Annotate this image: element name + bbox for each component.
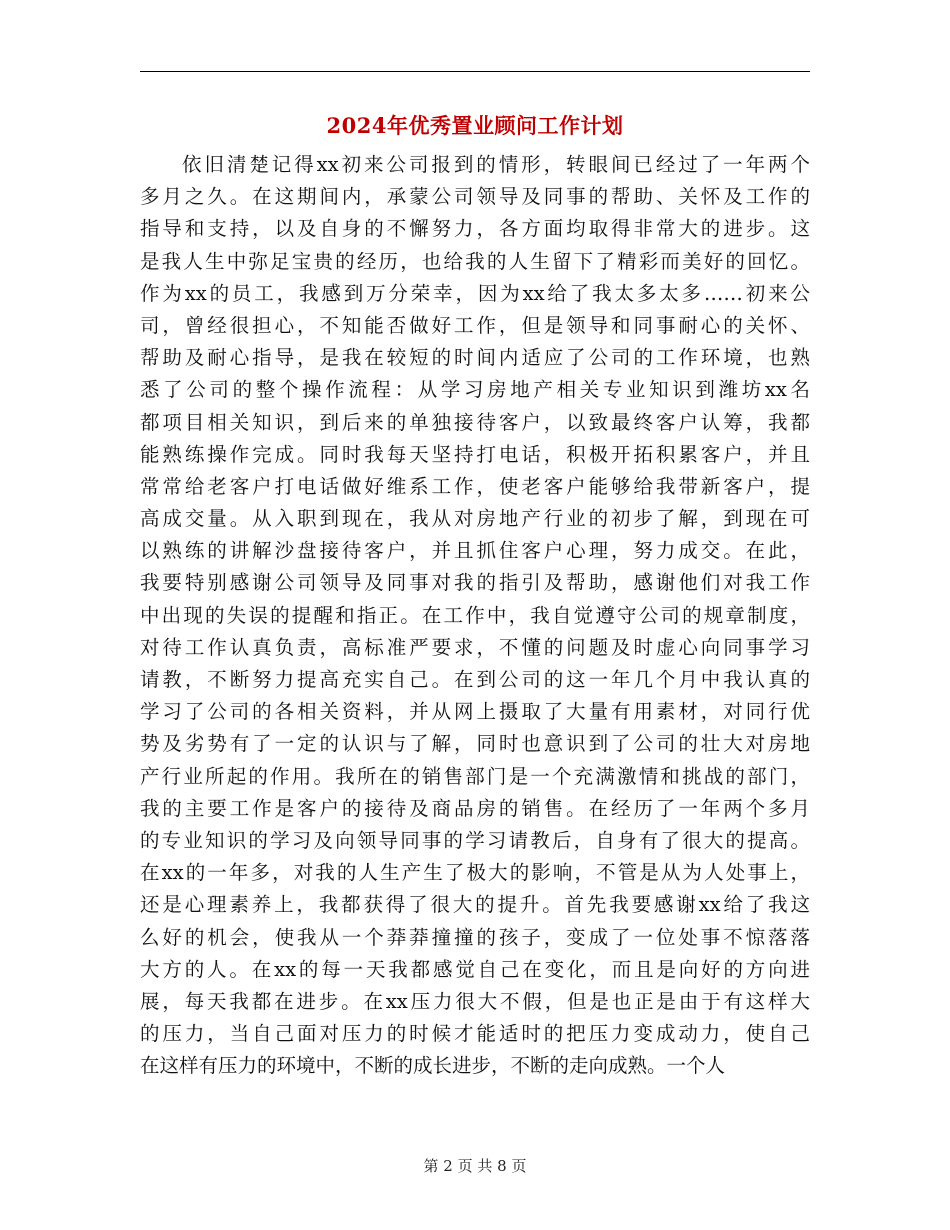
body-line: 学习了公司的各相关资料，并从网上摄取了大量有用素材，对同行优 xyxy=(140,700,810,724)
body-line: 在这样有压力的环境中，不断的成长进步，不断的走向成熟。一个人 xyxy=(140,1054,726,1078)
body-line: 依旧清楚记得xx初来公司报到的情形，转眼间已经过了一年两个 xyxy=(182,153,810,176)
body-line: 司，曾经很担心，不知能否做好工作，但是领导和同事耐心的关怀、 xyxy=(140,313,810,337)
body-line: 常常给老客户打电话做好维系工作，使老客户能够给我带新客户，提 xyxy=(140,474,810,498)
body-line: 产行业所起的作用。我所在的销售部门是一个充满激情和挑战的部门， xyxy=(140,764,810,788)
body-line: 帮助及耐心指导，是我在较短的时间内适应了公司的工作环境，也熟 xyxy=(140,346,810,370)
header-rule xyxy=(140,71,810,72)
body-line: 势及劣势有了一定的认识与了解，同时也意识到了公司的壮大对房地 xyxy=(140,732,810,756)
body-line: 中出现的失误的提醒和指正。在工作中，我自觉遵守公司的规章制度， xyxy=(140,603,810,627)
document-title: 2024年优秀置业顾问工作计划 xyxy=(326,113,624,138)
body-line: 高成交量。从入职到现在，我从对房地产行业的初步了解，到现在可 xyxy=(140,507,810,531)
body-line: 大方的人。在xx的每一天我都感觉自己在变化，而且是向好的方向进 xyxy=(140,957,810,981)
body-line: 悉了公司的整个操作流程：从学习房地产相关专业知识到潍坊xx名 xyxy=(140,378,810,402)
body-line: 对待工作认真负责，高标准严要求，不懂的问题及时虚心向同事学习 xyxy=(140,635,810,659)
body-line: 指导和支持，以及自身的不懈努力，各方面均取得非常大的进步。这 xyxy=(140,217,810,241)
document-body xyxy=(140,149,810,1082)
body-line: 以熟练的讲解沙盘接待客户，并且抓住客户心理，努力成交。在此， xyxy=(140,539,810,563)
body-line: 我要特别感谢公司领导及同事对我的指引及帮助，感谢他们对我工作 xyxy=(140,571,810,595)
body-line: 的压力，当自己面对压力的时候才能适时的把压力变成动力，使自己 xyxy=(140,1022,810,1046)
body-line: 展，每天我都在进步。在xx压力很大不假，但是也正是由于有这样大 xyxy=(140,989,810,1013)
page-number-footer: 第 2 页 共 8 页 xyxy=(423,1157,527,1175)
body-line: 的专业知识的学习及向领导同事的学习请教后，自身有了很大的提高。 xyxy=(140,828,810,852)
body-line: 请教，不断努力提高充实自己。在到公司的这一年几个月中我认真的 xyxy=(140,668,810,691)
body-line: 在xx的一年多，对我的人生产生了极大的影响，不管是从为人处事上， xyxy=(140,861,810,885)
body-line: 能熟练操作完成。同时我每天坚持打电话，积极开拓积累客户，并且 xyxy=(140,442,810,466)
body-line: 是我人生中弥足宝贵的经历，也给我的人生留下了精彩而美好的回忆。 xyxy=(140,249,810,273)
body-line: 么好的机会，使我从一个莽莽撞撞的孩子，变成了一位处事不惊落落 xyxy=(140,925,810,949)
body-line: 我的主要工作是客户的接待及商品房的销售。在经历了一年两个多月 xyxy=(140,796,810,820)
body-line: 还是心理素养上，我都获得了很大的提升。首先我要感谢xx给了我这 xyxy=(140,893,810,917)
body-line: 都项目相关知识，到后来的单独接待客户，以致最终客户认筹，我都 xyxy=(140,410,810,434)
body-line: 多月之久。在这期间内，承蒙公司领导及同事的帮助、关怀及工作的 xyxy=(140,185,810,209)
body-line: 作为xx的员工，我感到万分荣幸，因为xx给了我太多太多……初来公 xyxy=(140,281,810,305)
